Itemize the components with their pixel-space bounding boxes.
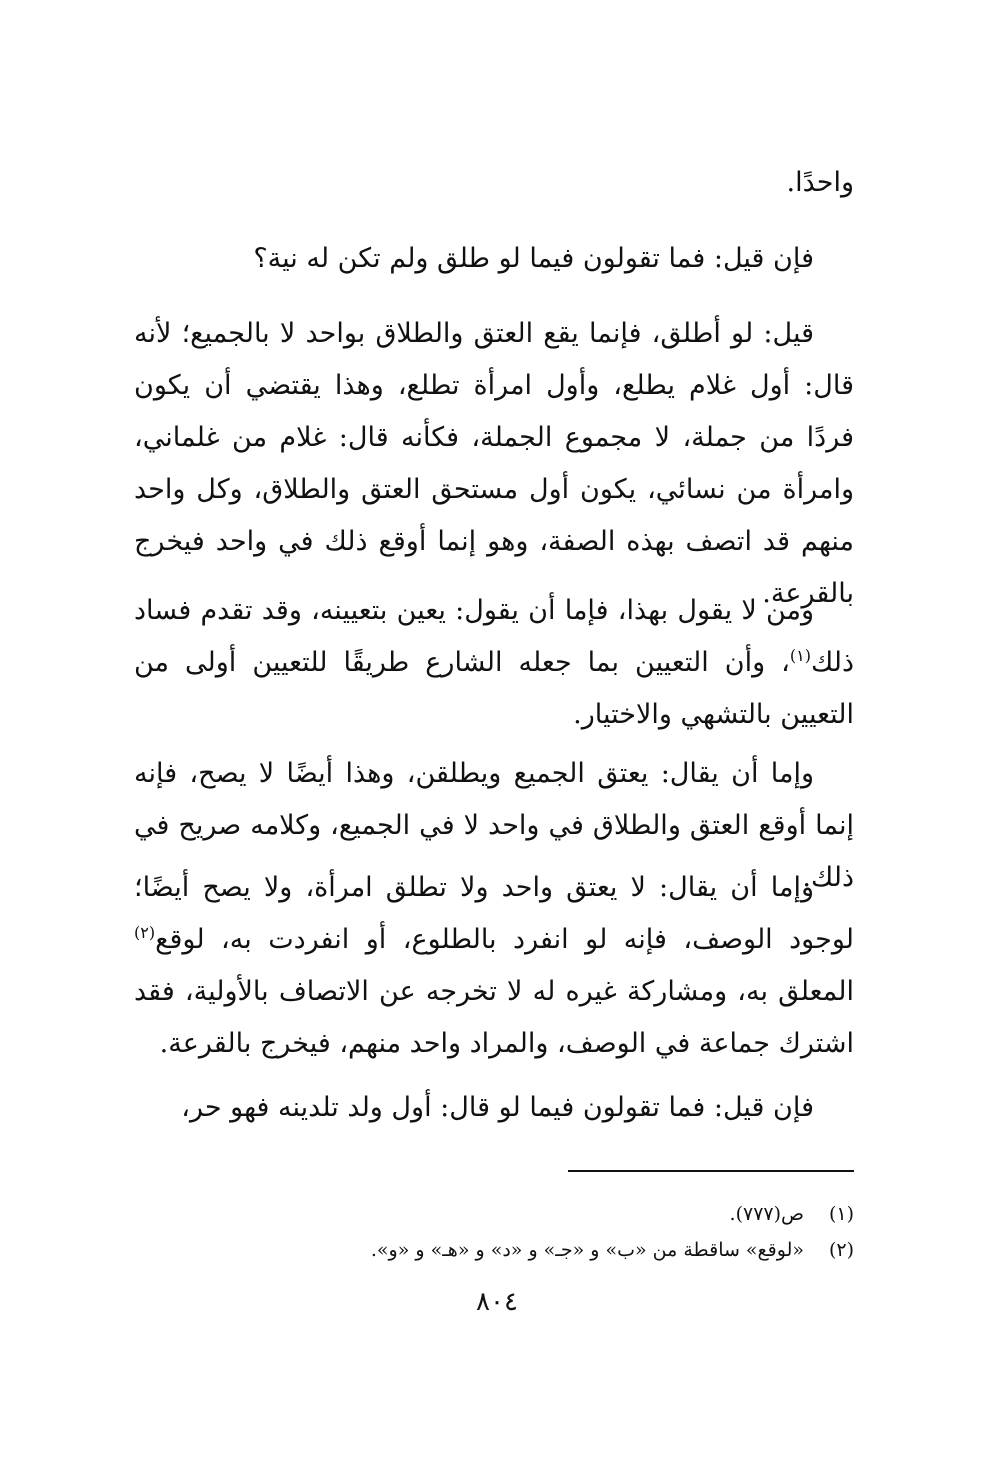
- footnote-1: [134, 1196, 854, 1232]
- paragraph-option-2: وإما أن يقال: يعتق الجميع ويطلقن، وهذا أيضًا لا يصح، فإنه إنما أوقع العتق والطلاق في واحد لا في الجميع، وكلامه صريح في ذلك.: [134, 758, 854, 893]
- main-text-question-2: [134, 1082, 854, 1134]
- footnote-1-number: (١): [828, 1203, 854, 1225]
- footnote-2: [134, 1232, 854, 1268]
- paragraph-question-1: فإن قيل: فما تقولون فيما لو طلق ولم تكن له نية؟: [253, 243, 814, 274]
- paragraph-option-1-part-b: ، وأن التعيين بما جعله الشارع طريقًا للتعيين أولى من التعيين بالتشهي والاختيار.: [134, 647, 854, 730]
- footnotes: [134, 1196, 854, 1268]
- main-text-continuation: [134, 157, 854, 209]
- main-text-answer-1: [134, 308, 854, 620]
- footnote-2-text: «لوقع» ساقطة من «ب» و «جـ» و «د» و «هـ» و «و».: [370, 1239, 804, 1261]
- paragraph-option-3-part-b: المعلق به، ومشاركة غيره له لا تخرجه عن الاتصاف بالأولية، فقد اشترك جماعة في الوصف، والمراد واحد منهم، فيخرج بالقرعة.: [134, 976, 854, 1059]
- paragraph-answer-1: قيل: لو أطلق، فإنما يقع العتق والطلاق بواحد لا بالجميع؛ لأنه قال: أول غلام يطلع، وأول امرأة تطلع، وهذا يقتضي أن يكون فردًا من جملة، لا مجموع الجملة، فكأنه قال: غلام من غلماني، وامرأة من نسائي، يكون أول مستحق العتق والطلاق، وكل واحد منهم قد اتصف بهذه الصفة، وهو إنما أوقع ذلك في واحد فيخرج بالقرعة.: [134, 318, 854, 609]
- paragraph-option-3-part-a: وإما أن يقال: لا يعتق واحد ولا تطلق امرأة، ولا يصح أيضًا؛ لوجود الوصف، فإنه لو انفرد بالطلوع، أو انفردت به، لوقع: [134, 872, 854, 955]
- paragraph-option-1: [134, 585, 854, 741]
- footnote-1-text: ص(٧٧٧).: [729, 1203, 804, 1225]
- paragraph-continuation: واحدًا.: [786, 167, 854, 198]
- main-text-question-1: [134, 233, 854, 285]
- footnote-separator: [568, 1170, 854, 1172]
- main-text-option-3: [134, 862, 854, 1070]
- paragraph-option-1-part-a: ومن لا يقول بهذا، فإما أن يقول: يعين بتعيينه، وقد تقدم فساد ذلك: [134, 595, 854, 678]
- footnote-marker-1: (١): [789, 646, 811, 665]
- footnote-marker-2: (٢): [134, 923, 156, 942]
- paragraph-option-3: [134, 862, 854, 1070]
- footnote-2-number: (٢): [828, 1239, 854, 1261]
- paragraph-question-2: فإن قيل: فما تقولون فيما لو قال: أول ولد تلدينه فهو حر،: [181, 1092, 814, 1123]
- main-text-option-1: [134, 585, 854, 741]
- page-number: ٨٠٤: [476, 1287, 518, 1317]
